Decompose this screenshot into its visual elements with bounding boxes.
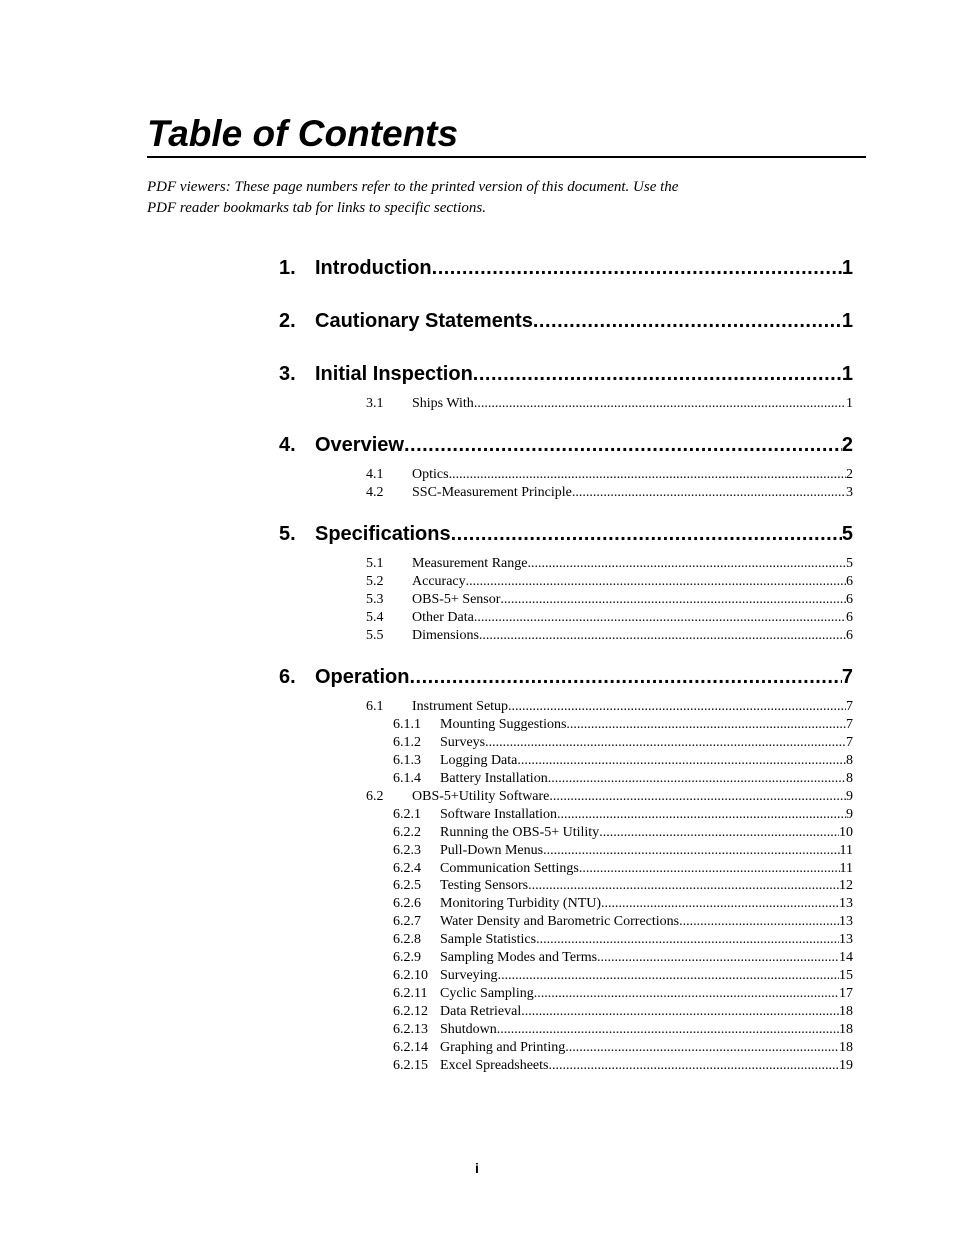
- toc-leader: [536, 931, 839, 949]
- toc-page: 1: [841, 310, 853, 332]
- toc-entry[interactable]: [393, 913, 853, 931]
- toc-leader: [579, 860, 840, 878]
- toc-entry[interactable]: [366, 555, 853, 573]
- toc-page: 14: [839, 950, 853, 965]
- toc-label: Cautionary Statements: [315, 310, 533, 332]
- toc-entry[interactable]: [393, 752, 853, 770]
- toc-number: 6.1: [366, 699, 384, 714]
- toc-entry[interactable]: [393, 949, 853, 967]
- toc-leader: [498, 967, 839, 985]
- toc-leader: [527, 555, 846, 573]
- toc-entry[interactable]: [279, 431, 853, 459]
- toc-page: 6: [846, 628, 853, 643]
- toc-leader: [474, 395, 846, 413]
- toc-number: 6.2.7: [393, 914, 421, 929]
- toc-entry[interactable]: [393, 806, 853, 824]
- page-title: Table of Contents: [147, 113, 459, 154]
- toc-page: 1: [841, 257, 853, 279]
- toc-leader: [473, 360, 842, 388]
- toc-label: Battery Installation: [440, 771, 548, 786]
- toc-leader: [500, 591, 846, 609]
- toc-entry[interactable]: [366, 573, 853, 591]
- toc-label: Specifications: [315, 523, 451, 545]
- toc-label: SSC-Measurement Principle: [412, 485, 572, 500]
- toc-page: 8: [846, 771, 853, 786]
- toc-entry[interactable]: [393, 895, 853, 913]
- toc-number: 6.2.15: [393, 1058, 428, 1073]
- toc-label: Optics: [412, 467, 449, 482]
- toc-page: 6: [846, 610, 853, 625]
- toc-label: OBS-5+ Sensor: [412, 592, 501, 607]
- toc-leader: [597, 949, 839, 967]
- toc-page: 19: [839, 1058, 853, 1073]
- toc-number: 6.2.10: [393, 968, 428, 983]
- toc-leader: [599, 824, 839, 842]
- toc-entry[interactable]: [393, 931, 853, 949]
- toc-number: 6.2.1: [393, 807, 421, 822]
- toc-entry[interactable]: [393, 1021, 853, 1039]
- toc-entry[interactable]: [393, 1003, 853, 1021]
- toc-number: 6.2.14: [393, 1040, 428, 1055]
- toc-leader: [517, 752, 846, 770]
- toc-leader: [566, 716, 846, 734]
- toc-entry[interactable]: [393, 734, 853, 752]
- toc-entry[interactable]: [393, 1039, 853, 1057]
- toc-entry[interactable]: [393, 770, 853, 788]
- toc-page: 5: [841, 523, 853, 545]
- toc-number: 6.2.12: [393, 1004, 428, 1019]
- toc-label: Surveying: [440, 968, 498, 983]
- toc-entry[interactable]: [279, 360, 853, 388]
- toc-page: 17: [839, 986, 853, 1001]
- toc-label: Communication Settings: [440, 861, 579, 876]
- toc-entry[interactable]: [393, 967, 853, 985]
- toc-leader: [432, 254, 842, 282]
- toc-label: Introduction: [315, 257, 432, 279]
- toc-label: Shutdown: [440, 1022, 497, 1037]
- toc-leader: [557, 806, 846, 824]
- toc-label: Operation: [315, 666, 410, 688]
- toc-page: 7: [846, 699, 853, 714]
- toc-number: 6.2.6: [393, 896, 421, 911]
- toc-leader: [497, 1021, 839, 1039]
- toc-page: 18: [839, 1004, 853, 1019]
- toc-number: 2.: [279, 310, 296, 332]
- toc-label: Dimensions: [412, 628, 479, 643]
- toc-label: Running the OBS-5+ Utility: [440, 825, 600, 840]
- toc-entry[interactable]: [366, 466, 853, 484]
- toc-leader: [449, 466, 846, 484]
- toc-number: 4.2: [366, 485, 384, 500]
- toc-page: 13: [839, 914, 853, 929]
- toc-entry[interactable]: [279, 307, 853, 335]
- toc-label: Monitoring Turbidity (NTU): [440, 896, 602, 911]
- toc-number: 5.5: [366, 628, 384, 643]
- toc-number: 5.3: [366, 592, 384, 607]
- note-line: PDF reader bookmarks tab for links to specific sections.: [147, 200, 486, 216]
- toc-page: 7: [846, 735, 853, 750]
- toc-page: 3: [846, 485, 853, 500]
- toc-number: 6.2.5: [393, 878, 421, 893]
- toc-leader: [521, 1003, 839, 1021]
- toc-entry[interactable]: [366, 698, 853, 716]
- toc-page: 7: [841, 666, 853, 688]
- toc-page: 6: [846, 574, 853, 589]
- toc-entry[interactable]: [393, 842, 853, 860]
- toc-entry[interactable]: [279, 254, 853, 282]
- toc-label: Sample Statistics: [440, 932, 537, 947]
- toc-page: 12: [839, 878, 853, 893]
- toc-leader: [528, 877, 839, 895]
- toc-number: 5.4: [366, 610, 384, 625]
- toc-label: Overview: [315, 434, 404, 456]
- toc-leader: [474, 609, 846, 627]
- toc-leader: [548, 770, 846, 788]
- toc-leader: [479, 627, 846, 645]
- toc-entry[interactable]: [366, 788, 853, 806]
- toc-label: Logging Data: [440, 753, 518, 768]
- toc-label: Instrument Setup: [412, 699, 509, 714]
- toc-label: Accuracy: [412, 574, 466, 589]
- toc-number: 5.1: [366, 556, 384, 571]
- toc-number: 6.2.11: [393, 986, 428, 1001]
- toc-label: Pull-Down Menus: [440, 843, 544, 858]
- toc-entry[interactable]: [366, 484, 853, 502]
- toc-entry[interactable]: [393, 877, 853, 895]
- toc-number: 6.1.1: [393, 717, 421, 732]
- toc-page: 18: [839, 1040, 853, 1055]
- toc-label: Graphing and Printing: [440, 1040, 566, 1055]
- toc-label: Cyclic Sampling: [440, 986, 534, 1001]
- toc-page: 2: [846, 467, 853, 482]
- toc-leader: [451, 520, 842, 548]
- toc-number: 3.1: [366, 396, 384, 411]
- toc-label: Data Retrieval: [440, 1004, 522, 1019]
- toc-number: 6.2.9: [393, 950, 421, 965]
- toc-page: 1: [841, 363, 853, 385]
- toc-leader: [466, 573, 846, 591]
- toc-number: 6.1.2: [393, 735, 421, 750]
- toc-number: 6.2.2: [393, 825, 421, 840]
- toc-label: Excel Spreadsheets: [440, 1058, 549, 1073]
- toc-leader: [404, 431, 842, 459]
- toc-label: Software Installation: [440, 807, 558, 822]
- toc-number: 1.: [279, 257, 296, 279]
- toc-label: Testing Sensors: [440, 878, 529, 893]
- toc-leader: [565, 1039, 839, 1057]
- toc-leader: [548, 1057, 839, 1075]
- toc-entry[interactable]: [393, 1057, 853, 1075]
- toc-leader: [549, 788, 846, 806]
- toc-entry[interactable]: [366, 395, 853, 413]
- toc-label: Mounting Suggestions: [440, 717, 567, 732]
- toc-page: 1: [846, 396, 853, 411]
- toc-leader: [533, 307, 842, 335]
- toc-page: 10: [839, 825, 853, 840]
- toc-leader: [572, 484, 846, 502]
- toc-page: 2: [841, 434, 853, 456]
- toc-number: 3.: [279, 363, 296, 385]
- toc-leader: [508, 698, 846, 716]
- toc-number: 6.1.4: [393, 771, 421, 786]
- toc-number: 4.1: [366, 467, 384, 482]
- toc-label: Other Data: [412, 610, 474, 625]
- toc-entry[interactable]: [393, 824, 853, 842]
- toc-entry[interactable]: [279, 663, 853, 691]
- toc-number: 6.: [279, 666, 296, 688]
- toc-number: 6.2.4: [393, 861, 421, 876]
- toc-label: Surveys: [440, 735, 486, 750]
- toc-page: 5: [846, 556, 853, 571]
- toc-page: 7: [846, 717, 853, 732]
- toc-number: 6.1.3: [393, 753, 421, 768]
- toc-entry[interactable]: [393, 985, 853, 1003]
- toc-leader: [534, 985, 839, 1003]
- toc-leader: [601, 895, 839, 913]
- toc-page: 11: [839, 861, 853, 876]
- toc-number: 6.2.8: [393, 932, 421, 947]
- note-line: PDF viewers: These page numbers refer to the printed version of this document. Use the: [147, 179, 679, 195]
- toc-page: 18: [839, 1022, 853, 1037]
- toc-entry[interactable]: [366, 627, 853, 645]
- toc-leader: [409, 663, 841, 691]
- toc-page: 13: [839, 932, 853, 947]
- toc-page: 13: [839, 896, 853, 911]
- toc-entry[interactable]: [393, 860, 853, 878]
- toc-leader: [679, 913, 839, 931]
- toc-entry[interactable]: [366, 591, 853, 609]
- toc-label: OBS-5+Utility Software: [412, 789, 550, 804]
- toc-number: 5.: [279, 523, 296, 545]
- toc-number: 6.2.13: [393, 1022, 428, 1037]
- toc-page: 8: [846, 753, 853, 768]
- toc-page: 6: [846, 592, 853, 607]
- toc-label: Initial Inspection: [315, 363, 473, 385]
- toc-label: Sampling Modes and Terms: [440, 950, 598, 965]
- toc-leader: [543, 842, 839, 860]
- toc-number: 4.: [279, 434, 296, 456]
- toc-leader: [485, 734, 846, 752]
- toc-page: 9: [846, 807, 853, 822]
- toc-label: Ships With: [412, 396, 474, 411]
- toc-page: 9: [846, 789, 853, 804]
- toc-page: 15: [839, 968, 853, 983]
- toc-label: Water Density and Barometric Corrections: [440, 914, 680, 929]
- toc-number: 6.2.3: [393, 843, 421, 858]
- page-number: i: [475, 1160, 479, 1176]
- toc-number: 6.2: [366, 789, 384, 804]
- toc-page: 11: [839, 843, 853, 858]
- toc-entry[interactable]: [366, 609, 853, 627]
- toc-entry[interactable]: [393, 716, 853, 734]
- toc-entry[interactable]: [279, 520, 853, 548]
- toc-number: 5.2: [366, 574, 384, 589]
- toc-label: Measurement Range: [412, 556, 528, 571]
